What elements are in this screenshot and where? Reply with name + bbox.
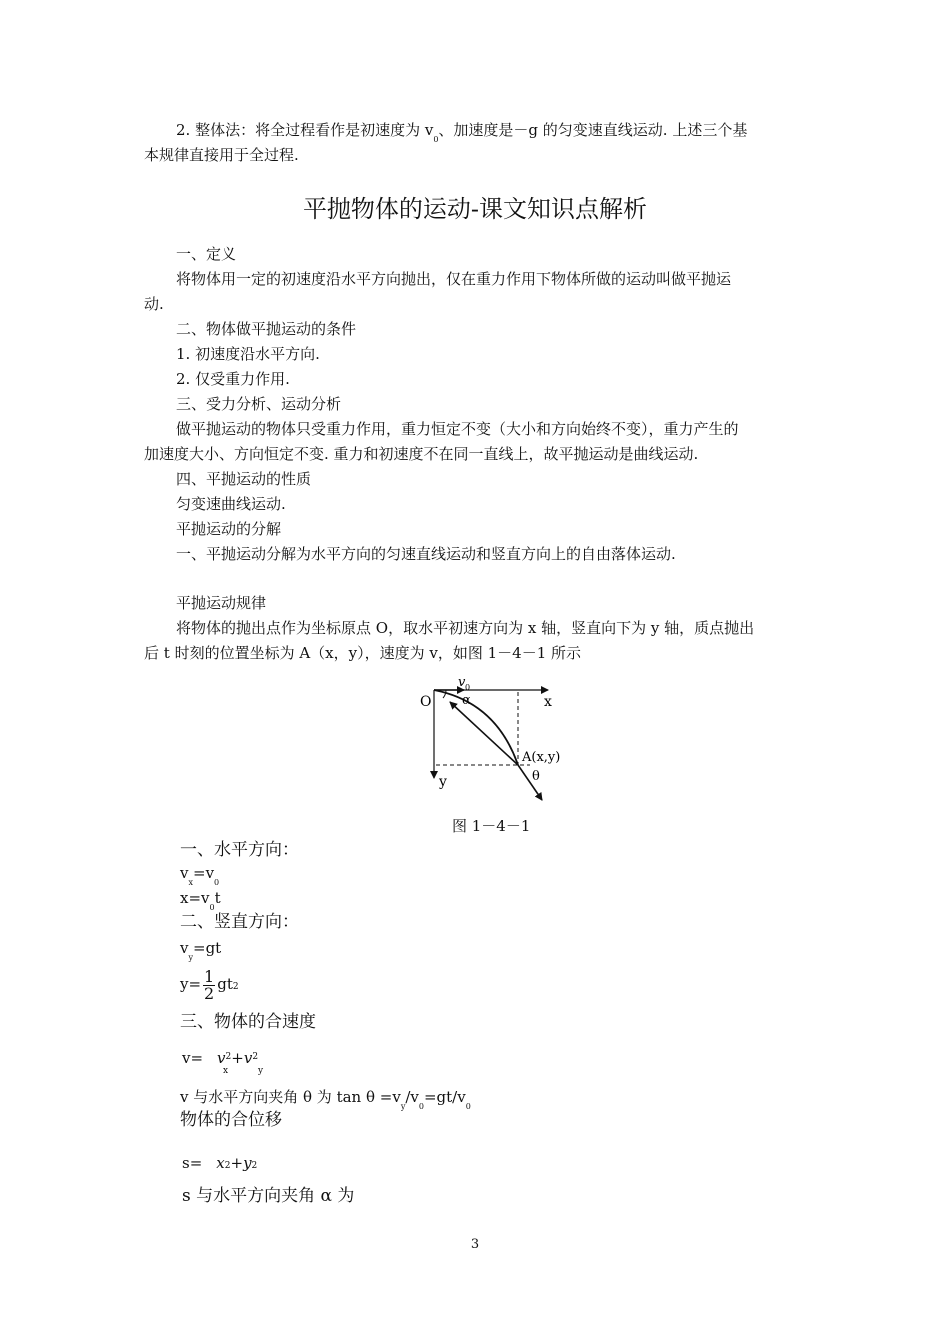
formula-v (182, 1046, 258, 1074)
v-vx-subscript: x (223, 1066, 229, 1076)
y-axis-label: y (439, 774, 447, 790)
heading-resultant-velocity: 三、物体的合速度 (180, 1012, 316, 1032)
fraction-one-half (203, 966, 215, 1003)
laws-line-2: 后 t 时刻的位置坐标为 A（x，y），速度为 v，如图 1－4－1 所示 (144, 644, 582, 662)
tan-subscript-0b: 0 (465, 1102, 471, 1111)
v-plus: + (231, 1049, 244, 1067)
s-eq: s= (182, 1154, 203, 1172)
heading-decomposition: 平抛运动的分解 (176, 520, 282, 538)
definition-line-1: 将物体用一定的初速度沿水平方向抛出，仅在重力作用下物体所做的运动叫做平抛运 (176, 270, 732, 288)
intro-line-1 (176, 118, 747, 145)
page-number: 3 (470, 1237, 480, 1252)
v-vy: v (243, 1049, 253, 1067)
formula-vy (180, 936, 221, 963)
fraction-numerator: 1 (204, 966, 215, 986)
x-subscript-0: 0 (209, 903, 215, 912)
v0-label: v (458, 675, 466, 690)
alpha-arc (443, 690, 446, 698)
tan-over: /v (405, 1088, 419, 1106)
v-vy-square: 2 (252, 1052, 259, 1062)
analysis-line-2: 加速度大小、方向恒定不变. 重力和初速度不在同一直线上，故平抛运动是曲线运动. (144, 445, 699, 463)
vx-subscript: x (188, 878, 193, 887)
s-y-square: 2 (251, 1161, 258, 1171)
displacement-arrow (450, 702, 518, 765)
formula-x (180, 886, 221, 913)
vy-subscript: y (188, 953, 194, 962)
condition-2: 2. 仅受重力作用. (176, 370, 290, 388)
tan-subscript-y: y (400, 1102, 406, 1111)
vx-eq: =v (193, 864, 215, 882)
s-x: x (216, 1154, 225, 1172)
nature-text: 匀变速曲线运动. (176, 495, 286, 513)
fraction-denominator: 2 (204, 983, 215, 1003)
formula-vx (180, 861, 219, 888)
intro-line-2: 本规律直接用于全过程. (144, 146, 299, 164)
heading-nature: 四、平抛运动的性质 (176, 470, 312, 488)
v-eq: v= (182, 1049, 204, 1067)
heading-laws: 平抛运动规律 (176, 594, 267, 612)
projectile-diagram (412, 672, 572, 808)
figure-caption: 图 1－4－1 (452, 817, 531, 835)
vx-subscript-0: 0 (214, 878, 220, 887)
laws-line-1: 将物体的抛出点作为坐标原点 O，取水平初速方向为 x 轴，竖直向下为 y 轴，质点抛出 (176, 619, 755, 637)
intro-subscript: 0 (433, 135, 439, 144)
heading-analysis: 三、受力分析、运动分析 (176, 395, 342, 413)
vx-v: v (180, 864, 189, 882)
y-eq: y= (180, 975, 202, 993)
y-gt: gt (217, 975, 233, 993)
displacement-angle-text: s 与水平方向夹角 α 为 (182, 1186, 355, 1206)
vy-v: v (180, 939, 189, 957)
s-y: y (243, 1154, 252, 1172)
heading-horizontal: 一、水平方向： (180, 840, 299, 860)
condition-1: 1. 初速度沿水平方向. (176, 345, 320, 363)
x-eq: x=v (180, 889, 210, 907)
x-t: t (214, 889, 221, 907)
y-square: 2 (232, 982, 239, 992)
formula-y (180, 966, 239, 1005)
heading-definition: 一、定义 (176, 245, 237, 263)
page-title: 平抛物体的运动-课文知识点解析 (302, 195, 648, 223)
v-vx: v (217, 1049, 226, 1067)
tan-subscript-0: 0 (418, 1102, 424, 1111)
intro-text-b: 、加速度是－g 的匀变速直线运动. 上述三个基 (438, 121, 748, 139)
origin-label: O (420, 694, 432, 710)
formula-s (182, 1151, 257, 1179)
vy-eq: =gt (193, 939, 222, 957)
heading-conditions: 二、物体做平抛运动的条件 (176, 320, 357, 338)
point-a-label: A(x,y) (522, 750, 561, 765)
alpha-label: α (462, 693, 471, 708)
decomposition-text: 一、平抛运动分解为水平方向的匀速直线运动和竖直方向上的自由落体运动. (176, 545, 676, 563)
s-plus: + (230, 1154, 244, 1172)
x-axis-label: x (544, 694, 552, 710)
v-vx-square: 2 (225, 1052, 232, 1062)
heading-vertical: 二、竖直方向： (180, 912, 299, 932)
heading-resultant-displacement: 物体的合位移 (180, 1110, 282, 1130)
v0-label-subscript: 0 (465, 683, 471, 692)
intro-text-a: 2. 整体法：将全过程看作是初速度为 v (176, 121, 434, 139)
v-vy-subscript: y (258, 1066, 264, 1076)
tan-gt: =gt/v (423, 1088, 466, 1106)
tan-text: v 与水平方向夹角 θ 为 tan θ =v (180, 1088, 401, 1106)
s-x-square: 2 (224, 1161, 231, 1171)
theta-label: θ (532, 769, 540, 784)
analysis-line-1: 做平抛运动的物体只受重力作用，重力恒定不变（大小和方向始终不变），重力产生的 (176, 420, 739, 438)
definition-line-2: 动. (144, 295, 164, 313)
